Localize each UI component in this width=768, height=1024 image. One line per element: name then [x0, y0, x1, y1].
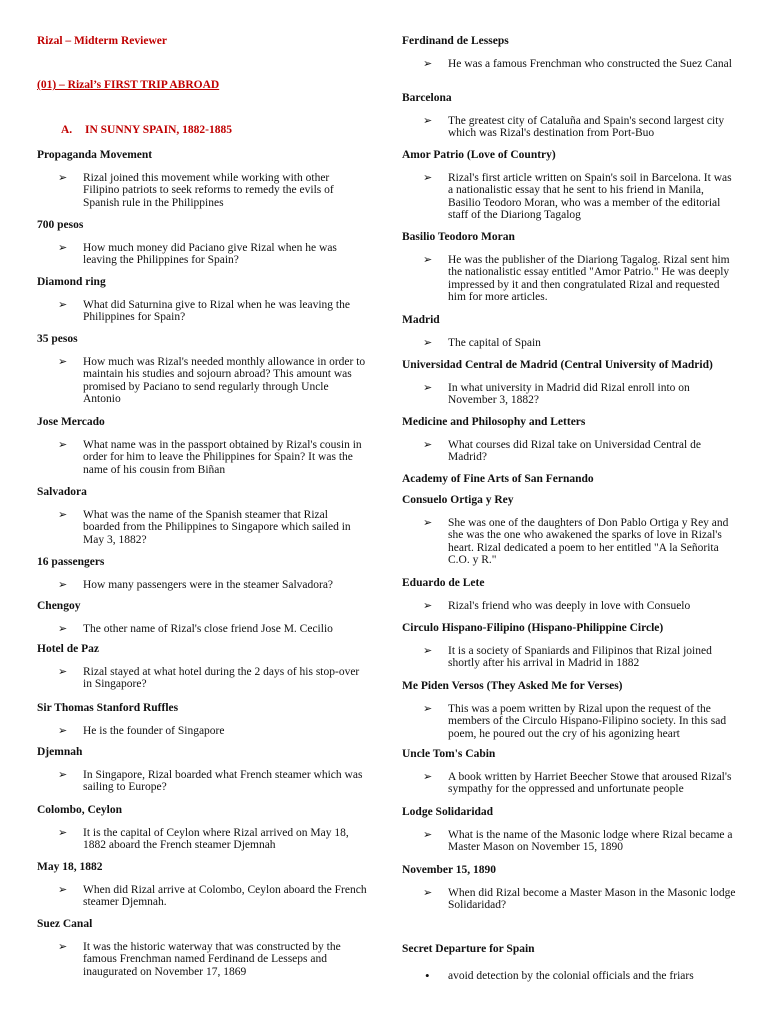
chapter-heading: (01) – Rizal’s FIRST TRIP ABROAD — [37, 79, 220, 91]
reviewer-entry — [402, 359, 737, 407]
entry-description: Rizal joined this movement while working with other Filipino patriots to seek reforms to remedy the evils of Spanish rule in the Philippines — [83, 171, 334, 209]
reviewer-entry — [37, 486, 367, 546]
arrow-bullet-icon: ➢ — [423, 886, 433, 899]
reviewer-entry — [402, 231, 737, 304]
entry-description: What is the name of the Masonic lodge where Rizal became a Master Mason on November 15, 1890 — [448, 828, 733, 853]
entry-bullet — [402, 703, 737, 741]
entry-term: Me Piden Versos (They Asked Me for Verses) — [402, 680, 623, 692]
entry-term: Universidad Central de Madrid (Central University of Madrid) — [402, 359, 713, 371]
entry-description: A book written by Harriet Beecher Stowe that aroused Rizal's sympathy for the oppressed and unfortunate people — [448, 770, 732, 795]
entry-bullet — [37, 172, 367, 210]
reviewer-entry — [37, 804, 367, 852]
entry-term: Djemnah — [37, 746, 83, 758]
section-heading — [61, 124, 232, 137]
reviewer-entry — [402, 806, 737, 854]
entry-term: November 15, 1890 — [402, 864, 497, 876]
entry-term: Salvadora — [37, 486, 87, 498]
entry-bullet — [402, 887, 737, 912]
entry-description: It is the capital of Ceylon where Rizal arrived on May 18, 1882 aboard the French steamer Djemnah — [83, 826, 349, 851]
reviewer-entry — [402, 680, 737, 740]
entry-description: When did Rizal arrive at Colombo, Ceylon aboard the French steamer Djemnah. — [83, 883, 367, 908]
entry-term: Lodge Solidaridad — [402, 806, 494, 818]
reviewer-entry — [37, 746, 367, 794]
arrow-bullet-icon: ➢ — [423, 702, 433, 715]
entry-description: The other name of Rizal's close friend Jose M. Cecilio — [83, 622, 333, 635]
entry-term: Diamond ring — [37, 276, 106, 288]
entry-term: 16 passengers — [37, 556, 105, 568]
reviewer-entry — [402, 149, 737, 222]
reviewer-entry — [402, 864, 737, 912]
entry-bullet — [402, 115, 737, 140]
entry-bullet — [37, 725, 367, 738]
entry-description: The greatest city of Cataluña and Spain's second largest city which was Rizal's destination from Port-Buo — [448, 114, 725, 139]
entry-description: What did Saturnina give to Rizal when he was leaving the Philippines for Spain? — [83, 298, 350, 323]
entry-term: Academy of Fine Arts of San Fernando — [402, 473, 594, 485]
entry-bullet — [402, 829, 737, 854]
entry-bullet — [402, 254, 737, 304]
arrow-bullet-icon: ➢ — [58, 724, 68, 737]
reviewer-entry — [402, 473, 737, 486]
entry-bullet — [402, 337, 737, 350]
entry-term: Ferdinand de Lesseps — [402, 35, 509, 47]
arrow-bullet-icon: ➢ — [423, 770, 433, 783]
entry-bullet — [37, 439, 367, 477]
arrow-bullet-icon: ➢ — [58, 665, 68, 678]
round-bullet-icon: • — [425, 967, 430, 983]
reviewer-entry — [402, 494, 737, 567]
entry-description: She was one of the daughters of Don Pablo Ortiga y Rey and she was the one who awakened the sparks of love in Rizal's heart. Rizal dedicated a poem to her entitled "A la Señorita C.O. y R." — [448, 516, 729, 566]
entry-bullet — [37, 769, 367, 794]
arrow-bullet-icon: ➢ — [58, 826, 68, 839]
entry-term: Basilio Teodoro Moran — [402, 231, 515, 243]
entry-description: When did Rizal become a Master Mason in the Masonic lodge Solidaridad? — [448, 886, 736, 911]
arrow-bullet-icon: ➢ — [58, 578, 68, 591]
entry-bullet — [37, 579, 367, 592]
arrow-bullet-icon: ➢ — [58, 298, 68, 311]
entry-term: Secret Departure for Spain — [402, 943, 535, 955]
entry-bullet — [37, 623, 367, 636]
entry-description: In Singapore, Rizal boarded what French steamer which was sailing to Europe? — [83, 768, 363, 793]
entry-term: Consuelo Ortiga y Rey — [402, 494, 514, 506]
entry-description: It was the historic waterway that was constructed by the famous Frenchman named Ferdinand de Lesseps and inaugurated on November 17, 1869 — [83, 940, 341, 978]
entry-description: He was a famous Frenchman who constructed the Suez Canal — [448, 57, 732, 70]
arrow-bullet-icon: ➢ — [58, 438, 68, 451]
reviewer-entry — [37, 643, 367, 691]
entry-term: Hotel de Paz — [37, 643, 99, 655]
document-title: Rizal – Midterm Reviewer — [37, 35, 167, 47]
arrow-bullet-icon: ➢ — [423, 114, 433, 127]
arrow-bullet-icon: ➢ — [423, 381, 433, 394]
reviewer-entry — [37, 416, 367, 476]
entry-bullet — [402, 172, 737, 222]
entry-term: Uncle Tom's Cabin — [402, 748, 496, 760]
entry-description: It is a society of Spaniards and Filipinos that Rizal joined shortly after his arrival in Madrid in 1882 — [448, 644, 712, 669]
entry-term: Jose Mercado — [37, 416, 105, 428]
entry-term: Propaganda Movement — [37, 149, 153, 161]
reviewer-entry — [37, 702, 367, 737]
entry-bullet — [37, 666, 367, 691]
entry-description: How many passengers were in the steamer Salvadora? — [83, 578, 334, 591]
arrow-bullet-icon: ➢ — [58, 768, 68, 781]
reviewer-entry — [402, 748, 737, 796]
entry-bullet — [402, 771, 737, 796]
entry-term: Colombo, Ceylon — [37, 804, 122, 816]
reviewer-entry — [402, 577, 737, 612]
entry-description: avoid detection by the colonial officials and the friars — [448, 969, 694, 982]
reviewer-entry — [37, 918, 367, 978]
reviewer-entry — [402, 943, 737, 982]
reviewer-entry — [402, 35, 737, 70]
entry-term: Circulo Hispano-Filipino (Hispano-Philippine Circle) — [402, 622, 664, 634]
entry-bullet — [402, 58, 737, 71]
entry-bullet — [37, 827, 367, 852]
arrow-bullet-icon: ➢ — [423, 644, 433, 657]
arrow-bullet-icon: ➢ — [58, 940, 68, 953]
entry-bullet — [402, 600, 737, 613]
entry-description: This was a poem written by Rizal upon the request of the members of the Circulo Hispano-Filipino society. In this sad poem, he poured out the cry of his agonizing heart — [448, 702, 727, 740]
entry-term: Eduardo de Lete — [402, 577, 485, 589]
arrow-bullet-icon: ➢ — [423, 57, 433, 70]
arrow-bullet-icon: ➢ — [423, 336, 433, 349]
entry-bullet — [402, 439, 737, 464]
arrow-bullet-icon: ➢ — [423, 516, 433, 529]
arrow-bullet-icon: ➢ — [423, 599, 433, 612]
entry-description: How much was Rizal's needed monthly allowance in order to maintain his studies and sojourn abroad? This amount was promised by Paciano to send regularly through Uncle Antonio — [83, 355, 366, 405]
arrow-bullet-icon: ➢ — [423, 438, 433, 451]
entry-term: Barcelona — [402, 92, 452, 104]
entry-term: Amor Patrio (Love of Country) — [402, 149, 556, 161]
entry-description: In what university in Madrid did Rizal enroll into on November 3, 1882? — [448, 381, 690, 406]
entry-bullet — [37, 299, 367, 324]
entry-bullet — [402, 967, 737, 983]
entry-bullet — [37, 509, 367, 547]
entry-term: 700 pesos — [37, 219, 84, 231]
entry-term: 35 pesos — [37, 333, 78, 345]
entry-description: How much money did Paciano give Rizal when he was leaving the Philippines for Spain? — [83, 241, 337, 266]
entry-bullet — [402, 517, 737, 567]
reviewer-entry — [37, 219, 367, 267]
entry-description: Rizal stayed at what hotel during the 2 days of his stop-over in Singapore? — [83, 665, 360, 690]
entry-description: Rizal's friend who was deeply in love with Consuelo — [448, 599, 691, 612]
entry-description: What was the name of the Spanish steamer that Rizal boarded from the Philippines to Singapore which sailed in May 3, 1882? — [83, 508, 351, 546]
reviewer-entry — [37, 861, 367, 909]
arrow-bullet-icon: ➢ — [58, 171, 68, 184]
entry-term: Suez Canal — [37, 918, 93, 930]
arrow-bullet-icon: ➢ — [423, 828, 433, 841]
entry-bullet — [37, 356, 367, 406]
reviewer-entry — [37, 600, 367, 635]
entry-description: He is the founder of Singapore — [83, 724, 225, 737]
section-title: IN SUNNY SPAIN, 1882-1885 — [85, 124, 232, 136]
entry-bullet — [37, 941, 367, 979]
entry-description: What courses did Rizal take on Universidad Central de Madrid? — [448, 438, 701, 463]
entry-term: Chengoy — [37, 600, 81, 612]
reviewer-entry — [402, 314, 737, 349]
arrow-bullet-icon: ➢ — [58, 355, 68, 368]
entry-description: He was the publisher of the Diariong Tagalog. Rizal sent him the nationalistic essay entitled "Amor Patrio." He was deeply impressed by it and then congratulated Rizal and requested him for more articles. — [448, 253, 730, 303]
entry-bullet — [402, 645, 737, 670]
arrow-bullet-icon: ➢ — [58, 508, 68, 521]
entry-term: Madrid — [402, 314, 440, 326]
reviewer-entry — [37, 276, 367, 324]
arrow-bullet-icon: ➢ — [58, 241, 68, 254]
arrow-bullet-icon: ➢ — [58, 883, 68, 896]
entry-bullet — [402, 382, 737, 407]
entry-description: Rizal's first article written on Spain's soil in Barcelona. It was a nationalistic essay that he sent to his friend in Manila, Basilio Teodoro Moran, who was a member of the editorial staff of the Diariong Tagalog — [448, 171, 732, 221]
section-letter: A. — [61, 124, 73, 136]
reviewer-entry — [37, 149, 367, 209]
entry-term: Sir Thomas Stanford Ruffles — [37, 702, 179, 714]
reviewer-entry — [37, 556, 367, 591]
arrow-bullet-icon: ➢ — [58, 622, 68, 635]
reviewer-entry — [402, 622, 737, 670]
arrow-bullet-icon: ➢ — [423, 171, 433, 184]
entry-term: May 18, 1882 — [37, 861, 103, 873]
entry-bullet — [37, 884, 367, 909]
entry-bullet — [37, 242, 367, 267]
reviewer-entry — [402, 416, 737, 464]
reviewer-entry — [402, 92, 737, 140]
reviewer-entry — [37, 333, 367, 406]
entry-term: Medicine and Philosophy and Letters — [402, 416, 586, 428]
arrow-bullet-icon: ➢ — [423, 253, 433, 266]
entry-description: What name was in the passport obtained by Rizal's cousin in order for him to leave the Philippines for Spain? It was the name of his cousin from Biñan — [83, 438, 362, 476]
entry-description: The capital of Spain — [448, 336, 541, 349]
